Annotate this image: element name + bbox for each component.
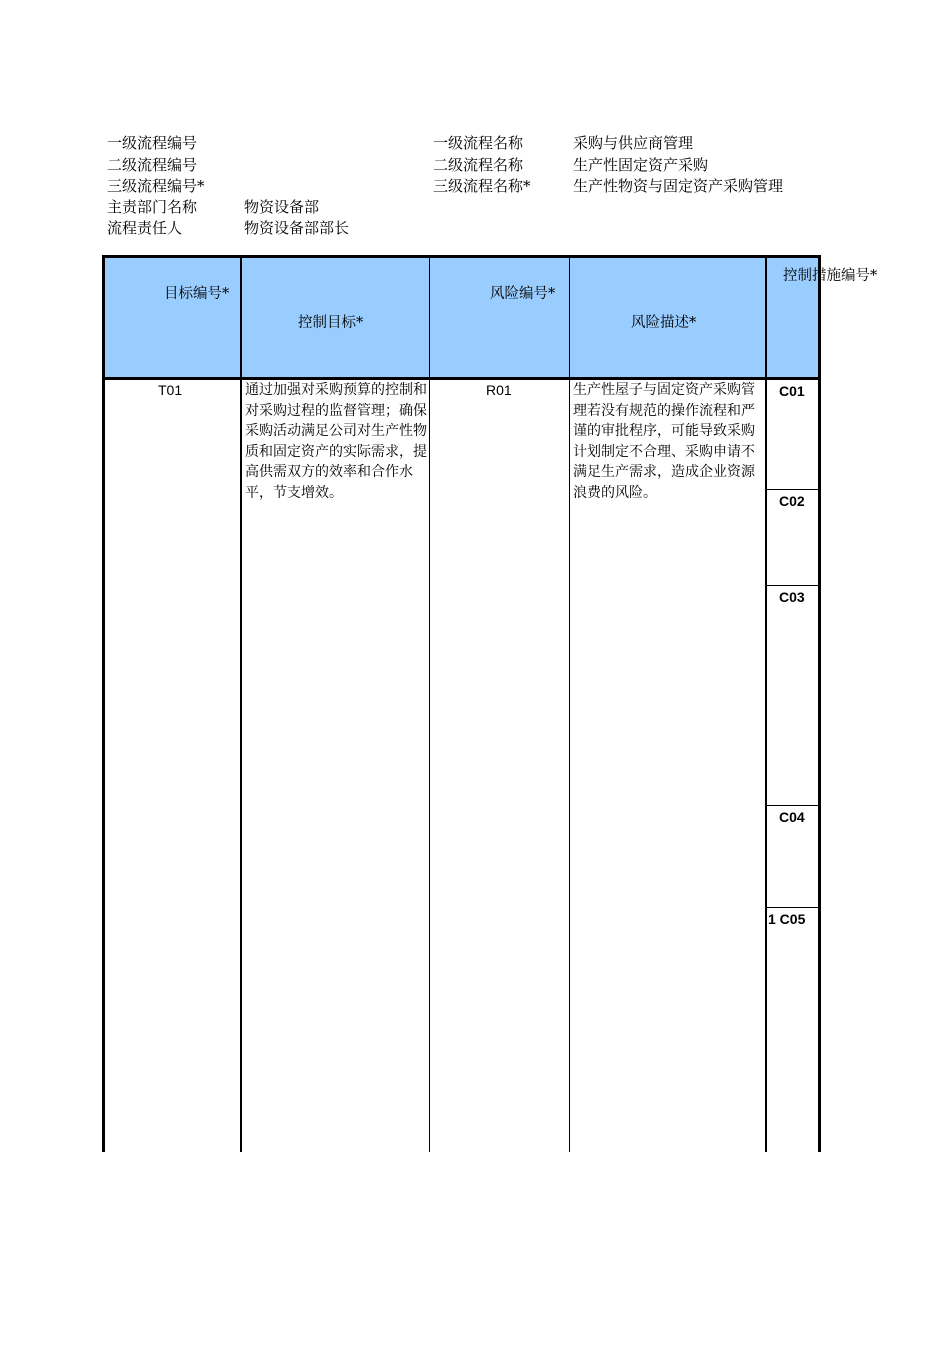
control-divider — [766, 489, 820, 490]
column-divider — [569, 256, 570, 1152]
table-top-border — [102, 255, 821, 258]
header-control-code: 控制措施编号* — [783, 268, 878, 284]
control-divider — [766, 805, 820, 806]
risk-code-cell: R01 — [486, 382, 512, 398]
level3-name-value: 生产性物资与固定资产采购管理 — [573, 177, 784, 195]
table-right-border — [818, 255, 821, 1152]
control-code-cell: C03 — [779, 589, 805, 605]
column-divider — [765, 256, 767, 1152]
level2-name-value: 生产性固定资产采购 — [573, 156, 709, 174]
owner-label: 流程责任人 — [107, 219, 183, 237]
level3-code-label: 三级流程编号* — [107, 177, 205, 195]
target-code-cell: T01 — [158, 382, 183, 398]
level1-name-label: 一级流程名称 — [433, 134, 524, 152]
header-risk-code: 风险编号* — [490, 286, 556, 302]
header-risk-description: 风险描述* — [631, 315, 697, 331]
level3-name-label: 三级流程名称* — [433, 177, 531, 195]
table-left-border — [102, 255, 105, 1152]
level1-name-value: 采购与供应商管理 — [573, 134, 694, 152]
level1-code-label: 一级流程编号 — [107, 134, 198, 152]
control-code-cell: C04 — [779, 809, 805, 825]
column-divider — [240, 256, 242, 1152]
department-value: 物资设备部 — [244, 198, 320, 216]
control-target-cell: 通过加强对采购预算的控制和对采购过程的监督管理；确保采购活动满足公司对生产性物质和固定资产的实际需求，提高供需双方的效率和合作水平，节支增效。 — [245, 382, 427, 501]
header-control-target: 控制目标* — [298, 315, 364, 331]
control-divider — [766, 585, 820, 586]
control-divider — [766, 907, 820, 908]
control-code-cell: C02 — [779, 493, 805, 509]
control-code-cell: 1 C05 — [768, 911, 806, 927]
risk-description-cell: 生产性屋子与固定资产采购管理若没有规范的操作流程和严谨的审批程序，可能导致采购计划制定不合理、采购申请不满足生产需求，造成企业资源浪费的风险。 — [573, 382, 755, 501]
header-target-code: 目标编号* — [164, 286, 230, 302]
level2-name-label: 二级流程名称 — [433, 156, 524, 174]
column-divider — [429, 256, 430, 1152]
department-label: 主责部门名称 — [107, 198, 198, 216]
owner-value: 物资设备部部长 — [244, 219, 350, 237]
level2-code-label: 二级流程编号 — [107, 156, 198, 174]
control-code-cell: C01 — [779, 383, 805, 399]
table-header-background — [102, 256, 820, 379]
